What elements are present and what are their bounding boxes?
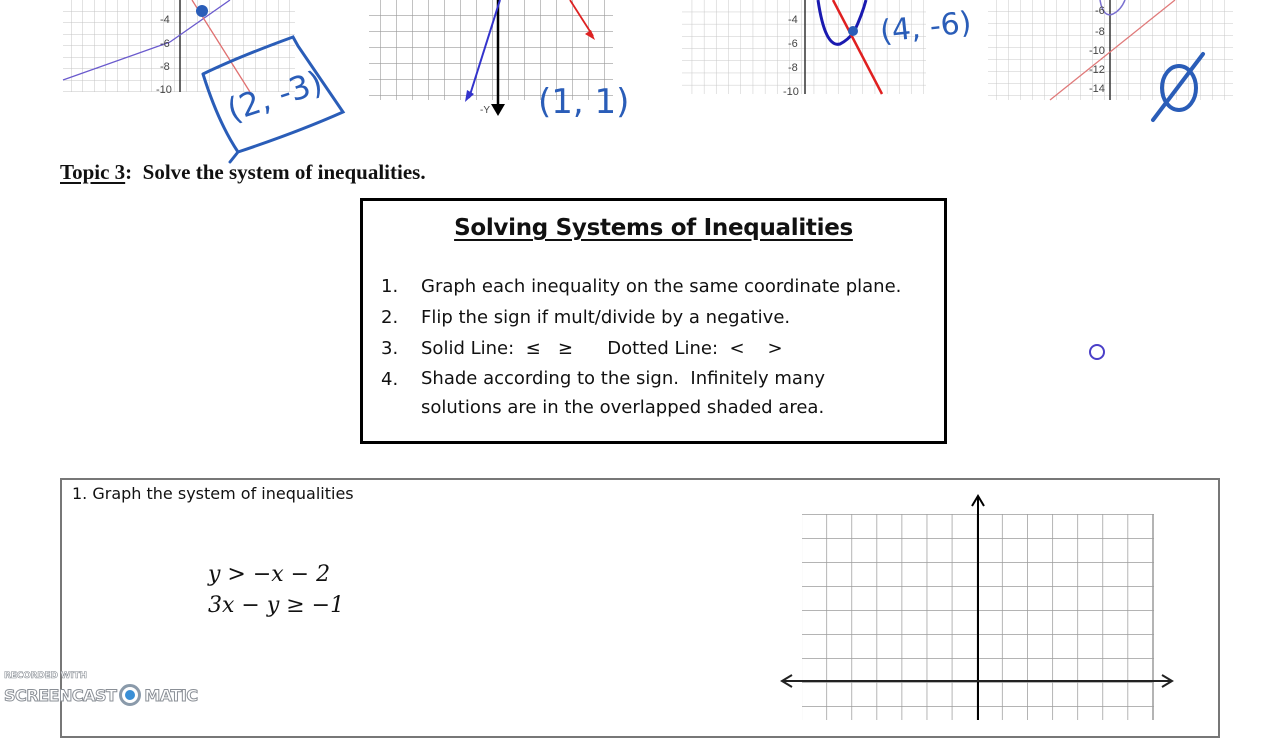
problem-label: 1. Graph the system of inequalities — [72, 484, 354, 503]
watermark-screencast-matic — [4, 684, 198, 706]
topic-separator: : — [125, 160, 133, 184]
y-tick-label: -10 — [156, 84, 172, 96]
y-tick-label: -6 — [160, 38, 170, 50]
y-tick-label: -8 — [1095, 26, 1105, 38]
y-tick-label: -4 — [788, 14, 798, 26]
handwritten-answer-1: (2, -3) — [222, 62, 328, 130]
y-tick-label: -10 — [1089, 45, 1105, 57]
topic-label: Topic 3 — [60, 160, 126, 184]
rule-text: Shade according to the sign. Infinitely many solutions are in the overlapped shaded area. — [421, 368, 831, 418]
watermark-right: MATIC — [144, 685, 198, 705]
y-tick-label: -6 — [788, 38, 798, 50]
screencast-logo-icon — [119, 684, 141, 706]
y-tick-label: -8 — [160, 61, 170, 73]
topic-text: Solve the system of inequalities. — [142, 160, 426, 184]
handwritten-answer-box-1 — [198, 32, 348, 167]
rule-text: Solid Line: ≤ ≥ Dotted Line: < > — [421, 338, 783, 359]
rule-item — [381, 271, 934, 302]
rule-number: 4. — [381, 369, 399, 390]
equation-2: 3x − y ≥ −1 — [208, 593, 345, 618]
rule-number: 3. — [381, 338, 399, 359]
blank-coordinate-plane — [776, 490, 1176, 720]
y-tick-label: -14 — [1089, 83, 1105, 95]
equation-1: y > −x − 2 — [208, 562, 331, 587]
rule-item — [381, 364, 934, 422]
y-tick-label: -12 — [1089, 64, 1105, 76]
rules-title: Solving Systems of Inequalities — [454, 215, 853, 241]
pen-cursor-circle-icon — [1089, 344, 1105, 360]
handwritten-answer-2: (1, 1) — [538, 82, 630, 122]
rules-list — [381, 271, 934, 422]
watermark-left: SCREENCAST — [4, 685, 117, 705]
rule-number: 2. — [381, 307, 399, 328]
rule-number: 1. — [381, 276, 399, 297]
watermark-recorded-with: RECORDED WITH — [4, 671, 87, 681]
handwritten-answer-3: (4, -6) — [878, 5, 974, 50]
rule-item — [381, 333, 934, 364]
y-tick-label: -4 — [160, 14, 170, 26]
rule-item — [381, 302, 934, 333]
topic-heading — [60, 160, 426, 185]
rule-text: Graph each inequality on the same coordinate plane. — [421, 276, 902, 297]
y-tick-label: -8 — [788, 62, 798, 74]
rules-box — [360, 198, 947, 444]
rule-text: Flip the sign if mult/divide by a negative. — [421, 307, 791, 328]
y-axis-label: -Y — [480, 105, 490, 116]
y-tick-label: -6 — [1095, 5, 1105, 17]
y-tick-label: -10 — [783, 86, 799, 98]
empty-set-icon — [1145, 50, 1215, 125]
